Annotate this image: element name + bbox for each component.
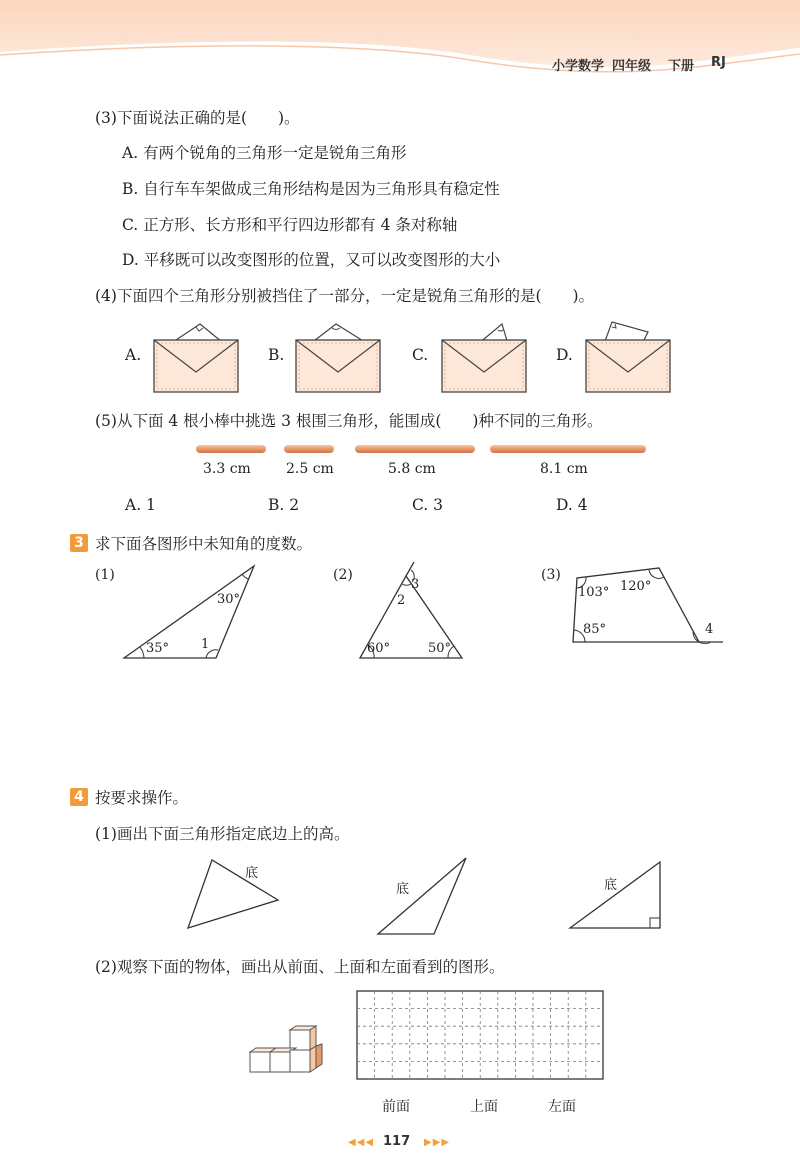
header-subject: 小学数学 bbox=[552, 59, 605, 74]
fig1-angle-c: 1 bbox=[201, 637, 210, 652]
fig2-angle-3: 3 bbox=[411, 577, 420, 592]
stick-4-label: 8.1 cm bbox=[540, 461, 588, 477]
fig2-angle-c: 60° bbox=[367, 641, 391, 656]
q5-option-d: D. 4 bbox=[556, 496, 588, 514]
envelope-triangle-b bbox=[292, 318, 384, 394]
q4-option-d: D. bbox=[556, 346, 573, 364]
fig1-triangle bbox=[120, 562, 260, 664]
q3-option-a: A. 有两个锐角的三角形一定是锐角三角形 bbox=[122, 144, 407, 162]
stick-2 bbox=[284, 445, 334, 453]
q4-option-a: A. bbox=[125, 346, 142, 364]
height-triangle-1 bbox=[186, 858, 282, 930]
q5-option-a: A. 1 bbox=[125, 496, 156, 514]
q5-stem: (5)从下面 4 根小棒中挑选 3 根围三角形，能围成( )种不同的三角形。 bbox=[95, 412, 603, 430]
section-3-title: 求下面各图形中未知角的度数。 bbox=[95, 535, 313, 553]
height-triangle-3-base: 底 bbox=[604, 878, 618, 893]
height-triangle-2 bbox=[376, 854, 470, 936]
q4-option-b: B. bbox=[268, 346, 285, 364]
stick-1 bbox=[196, 445, 266, 453]
fig2-angle-2: 2 bbox=[397, 593, 406, 608]
height-triangle-2-base: 底 bbox=[396, 882, 410, 897]
sticks-figure bbox=[190, 442, 650, 456]
section-4-number: 4 bbox=[70, 788, 88, 806]
fig2-angle-d: 50° bbox=[428, 641, 452, 656]
stick-2-label: 2.5 cm bbox=[286, 461, 334, 477]
envelope-triangle-a bbox=[150, 318, 242, 394]
page-number: 117 bbox=[383, 1134, 411, 1149]
cube-stack bbox=[244, 1024, 326, 1076]
fig2-label: (2) bbox=[333, 567, 353, 583]
fig3-angle-b: 120° bbox=[620, 579, 652, 594]
header-volume: 下册 bbox=[668, 59, 695, 74]
q3-stem: (3)下面说法正确的是( )。 bbox=[95, 109, 300, 127]
view-front-label: 前面 bbox=[382, 1099, 410, 1115]
fig1-angle-b: 35° bbox=[146, 641, 170, 656]
q5-option-c: C. 3 bbox=[412, 496, 444, 514]
stick-3-label: 5.8 cm bbox=[388, 461, 436, 477]
header-grade: 四年级 bbox=[612, 59, 652, 74]
header-edition: RJ bbox=[711, 55, 726, 70]
q3-option-d: D. 平移既可以改变图形的位置，又可以改变图形的大小 bbox=[122, 251, 501, 269]
fig3-angle-d: 4 bbox=[705, 622, 714, 637]
section-4-sub1: (1)画出下面三角形指定底边上的高。 bbox=[95, 825, 350, 843]
envelope-triangle-c bbox=[438, 318, 530, 394]
fig3-angle-c: 85° bbox=[583, 622, 607, 637]
q3-option-b: B. 自行车车架做成三角形结构是因为三角形具有稳定性 bbox=[122, 180, 500, 198]
stick-4 bbox=[490, 445, 646, 453]
footer-prev-arrows: ◀◀◀ bbox=[348, 1137, 375, 1148]
drawing-grid[interactable] bbox=[356, 990, 604, 1080]
view-top-label: 上面 bbox=[470, 1099, 498, 1115]
q4-stem: (4)下面四个三角形分别被挡住了一部分，一定是锐角三角形的是( )。 bbox=[95, 287, 595, 305]
stick-3 bbox=[355, 445, 475, 453]
q4-option-c: C. bbox=[412, 346, 429, 364]
fig1-angle-a: 30° bbox=[217, 592, 241, 607]
stick-1-label: 3.3 cm bbox=[203, 461, 251, 477]
height-triangle-3 bbox=[568, 858, 664, 930]
section-4-title: 按要求操作。 bbox=[95, 789, 189, 807]
footer-next-arrows: ▶▶▶ bbox=[424, 1137, 451, 1148]
fig1-label: (1) bbox=[95, 567, 115, 583]
fig3-label: (3) bbox=[541, 567, 561, 583]
view-left-label: 左面 bbox=[548, 1099, 576, 1115]
section-3-number: 3 bbox=[70, 534, 88, 552]
height-triangle-1-base: 底 bbox=[245, 866, 259, 881]
section-4-sub2: (2)观察下面的物体，画出从前面、上面和左面看到的图形。 bbox=[95, 958, 505, 976]
q3-option-c: C. 正方形、长方形和平行四边形都有 4 条对称轴 bbox=[122, 216, 458, 234]
q5-option-b: B. 2 bbox=[268, 496, 300, 514]
fig3-angle-a: 103° bbox=[578, 585, 610, 600]
envelope-triangle-d bbox=[582, 318, 674, 394]
